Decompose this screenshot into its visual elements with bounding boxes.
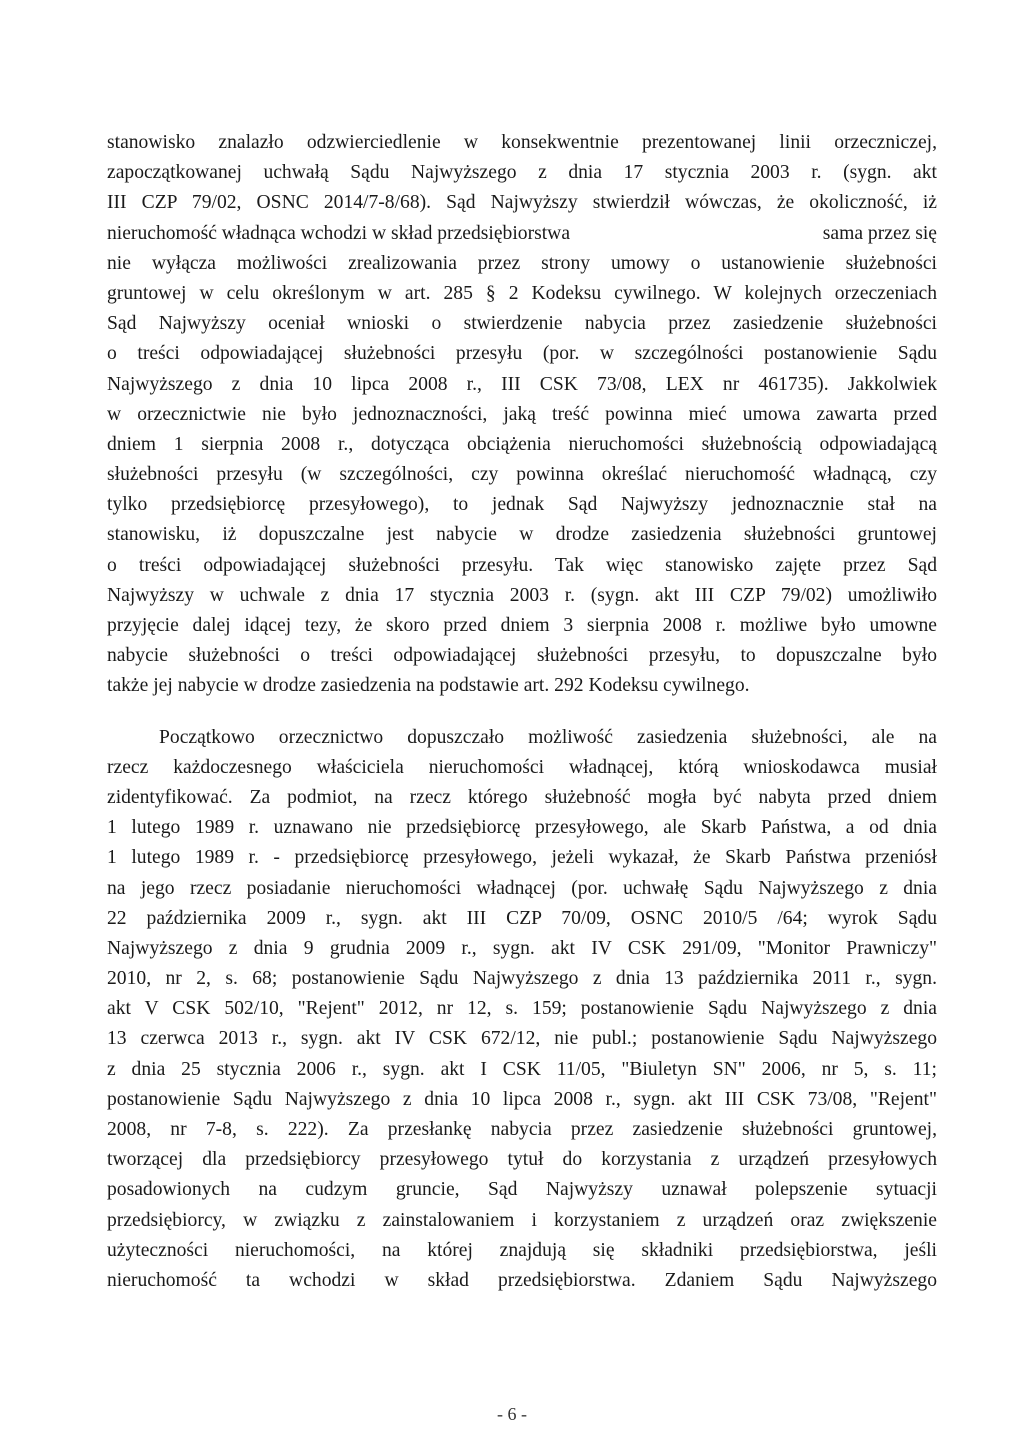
text-line-left: nieruchomość władnąca wchodzi w skład przedsiębiorstwa [107, 222, 571, 244]
text-line: zapoczątkowanej uchwałą Sądu Najwyższego z dnia 17 stycznia 2003 r. (sygn. akt [107, 162, 937, 184]
text-line: dniem 1 sierpnia 2008 r., dotycząca obciążenia nieruchomości służebnością odpowiadającą [107, 433, 937, 455]
text-line: użyteczności nieruchomości, na której znajdują się składniki przedsiębiorstwa, jeśli [107, 1239, 937, 1261]
text-line: Najwyższy w uchwale z dnia 17 stycznia 2003 r. (sygn. akt III CZP 79/02) umożliwiło [107, 584, 937, 606]
text-line: 1 lutego 1989 r. - przedsiębiorcę przesyłowego, jeżeli wykazał, że Skarb Państwa przeniósł [107, 847, 937, 869]
text-line: o treści odpowiadającej służebności przesyłu. Tak więc stanowisko zajęte przez Sąd [107, 554, 937, 576]
text-line: Sąd Najwyższy oceniał wnioski o stwierdzenie nabycia przez zasiedzenie służebności [107, 313, 937, 335]
text-line: postanowienie Sądu Najwyższego z dnia 10 lipca 2008 r., sygn. akt III CSK 73/08, "Rejent" [107, 1088, 937, 1110]
text-line: Najwyższego z dnia 10 lipca 2008 r., III CSK 73/08, LEX nr 461735). Jakkolwiek [107, 373, 937, 395]
document-page [107, 128, 937, 1296]
text-line-right: sama przez się [822, 222, 937, 244]
text-line: w orzecznictwie nie było jednoznaczności, jaką treść powinna mieć umowa zawarta przed [107, 403, 937, 425]
text-line: o treści odpowiadającej służebności przesyłu (por. w szczególności postanowienie Sądu [107, 343, 937, 365]
text-line: III CZP 79/02, OSNC 2014/7-8/68). Sąd Najwyższy stwierdził wówczas, że okoliczność, iż [107, 192, 937, 214]
paragraph-2 [107, 723, 937, 1297]
text-line: gruntowej w celu określonym w art. 285 § 2 Kodeksu cywilnego. W kolejnych orzeczeniach [107, 282, 937, 304]
text-line: stanowisku, iż dopuszczalne jest nabycie w drodze zasiedzenia służebności gruntowej [107, 524, 937, 546]
text-line: 2008, nr 7-8, s. 222). Za przesłankę nabycia przez zasiedzenie służebności gruntowej, [107, 1119, 937, 1140]
text-line: 22 października 2009 r., sygn. akt III CZP 70/09, OSNC 2010/5 /64; wyrok Sądu [107, 907, 937, 929]
text-line: zidentyfikować. Za podmiot, na rzecz którego służebność mogła być nabyta przed dniem [107, 786, 937, 808]
text-line: na jego rzecz posiadanie nieruchomości władnącej (por. uchwałę Sądu Najwyższego z dnia [107, 877, 937, 899]
text-line: rzecz każdoczesnego właściciela nieruchomości władnącej, którą wnioskodawca musiał [107, 756, 937, 778]
text-line: 1 lutego 1989 r. uznawano nie przedsiębiorcę przesyłowego, ale Skarb Państwa, a od dnia [107, 817, 937, 839]
text-line: akt V CSK 502/10, "Rejent" 2012, nr 12, s. 159; postanowienie Sądu Najwyższego z dnia [107, 998, 937, 1020]
page-number: - 6 - [497, 1404, 527, 1424]
text-line: nabycie służebności o treści odpowiadającej służebności przesyłu, to dopuszczalne było [107, 645, 937, 667]
text-line: 13 czerwca 2013 r., sygn. akt IV CSK 672/12, nie publ.; postanowienie Sądu Najwyższego [107, 1028, 937, 1050]
text-line: stanowisko znalazło odzwierciedlenie w konsekwentnie prezentowanej linii orzeczniczej, [107, 132, 937, 153]
text-line: tylko przedsiębiorcę przesyłowego), to jednak Sąd Najwyższy jednoznacznie stał na [107, 494, 937, 516]
paragraph-1 [107, 128, 937, 702]
text-line-with-gap [107, 219, 937, 249]
text-line: 2010, nr 2, s. 68; postanowienie Sądu Najwyższego z dnia 13 października 2011 r., sygn. [107, 968, 937, 990]
text-line: Najwyższego z dnia 9 grudnia 2009 r., sygn. akt IV CSK 291/09, "Monitor Prawniczy" [107, 937, 937, 959]
text-line: przyjęcie dalej idącej tezy, że skoro przed dniem 3 sierpnia 2008 r. możliwe było umowne [107, 615, 937, 636]
text-line: Początkowo orzecznictwo dopuszczało możliwość zasiedzenia służebności, ale na [159, 726, 937, 748]
text-line: z dnia 25 stycznia 2006 r., sygn. akt I CSK 11/05, "Biuletyn SN" 2006, nr 5, s. 11; [107, 1058, 937, 1080]
text-line: służebności przesyłu (w szczególności, czy powinna określać nieruchomość władnącą, czy [107, 464, 937, 486]
text-line: także jej nabycie w drodze zasiedzenia na podstawie art. 292 Kodeksu cywilnego. [107, 675, 750, 697]
text-line: przedsiębiorcy, w związku z zainstalowaniem i korzystaniem z urządzeń oraz zwiększenie [107, 1209, 937, 1231]
text-line: tworzącej dla przedsiębiorcy przesyłowego tytuł do korzystania z urządzeń przesyłowych [107, 1149, 937, 1171]
text-line: posadowionych na cudzym gruncie, Sąd Najwyższy uznawał polepszenie sytuacji [107, 1179, 937, 1201]
text-line: nie wyłącza możliwości zrealizowania przez strony umowy o ustanowienie służebności [107, 252, 937, 274]
text-line: nieruchomość ta wchodzi w skład przedsiębiorstwa. Zdaniem Sądu Najwyższego [107, 1269, 937, 1291]
